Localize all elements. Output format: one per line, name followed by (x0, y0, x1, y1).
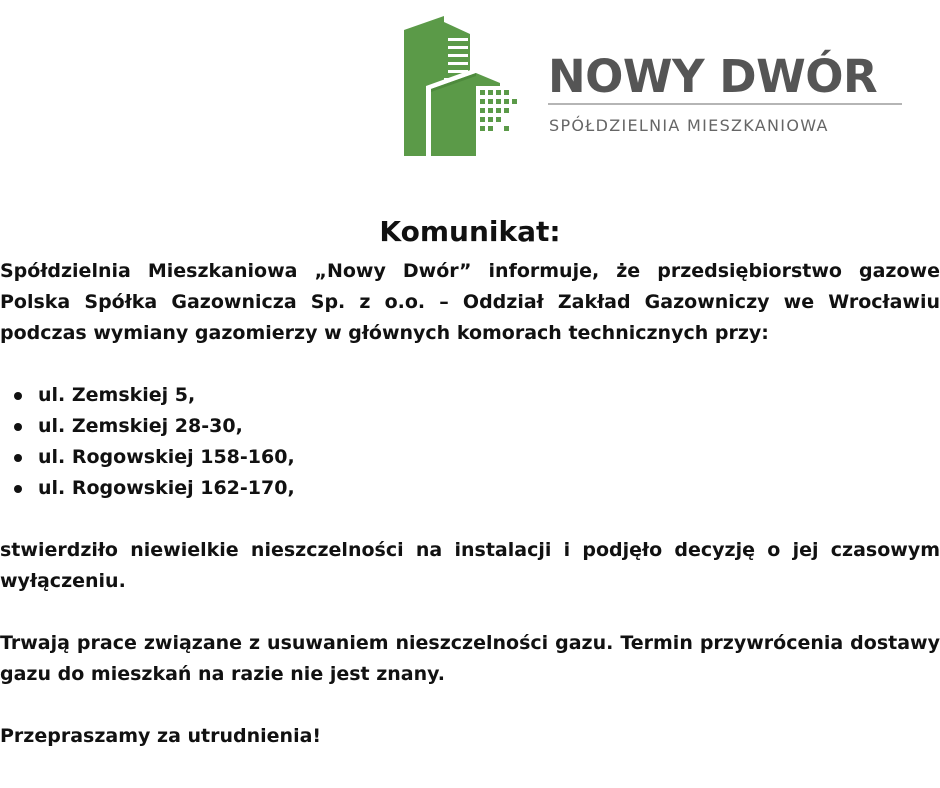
spacer (0, 597, 940, 628)
spacer (0, 504, 940, 535)
green-buildings-icon (404, 16, 530, 156)
brand-subtitle: SPÓŁDZIELNIA MIESZKANIOWA (549, 116, 829, 135)
logo (404, 16, 904, 158)
notice-body (0, 256, 940, 752)
spacer (0, 349, 940, 380)
address-item: ul. Zemskiej 28-30, (38, 411, 940, 442)
address-item: ul. Rogowskiej 162-170, (38, 473, 940, 504)
notice-status: Trwają prace związane z usuwaniem nieszczelności gazu. Termin przywrócenia dostawy gazu do mieszkań na razie nie jest znany. (0, 632, 940, 685)
address-list (0, 380, 940, 504)
notice-apology: Przepraszamy za utrudnienia! (0, 725, 322, 747)
notice-intro: Spółdzielnia Mieszkaniowa „Nowy Dwór” informuje, że przedsiębiorstwo gazowe Polska Spółka Gazownicza Sp. z o.o. – Oddział Zakład Gazowniczy we Wrocławiu podczas wymiany gazomierzy w głównych komorach technicznych przy: (0, 260, 940, 344)
address-item: ul. Zemskiej 5, (38, 380, 940, 411)
notice-finding: stwierdziło niewielkie nieszczelności na instalacji i podjęło decyzję o jej czasowym wyłączeniu. (0, 539, 940, 592)
notice-title: Komunikat: (379, 215, 561, 248)
address-item: ul. Rogowskiej 158-160, (38, 442, 940, 473)
brand-divider (548, 103, 902, 105)
brand-name: NOWY DWÓR (548, 50, 878, 103)
spacer (0, 690, 940, 721)
